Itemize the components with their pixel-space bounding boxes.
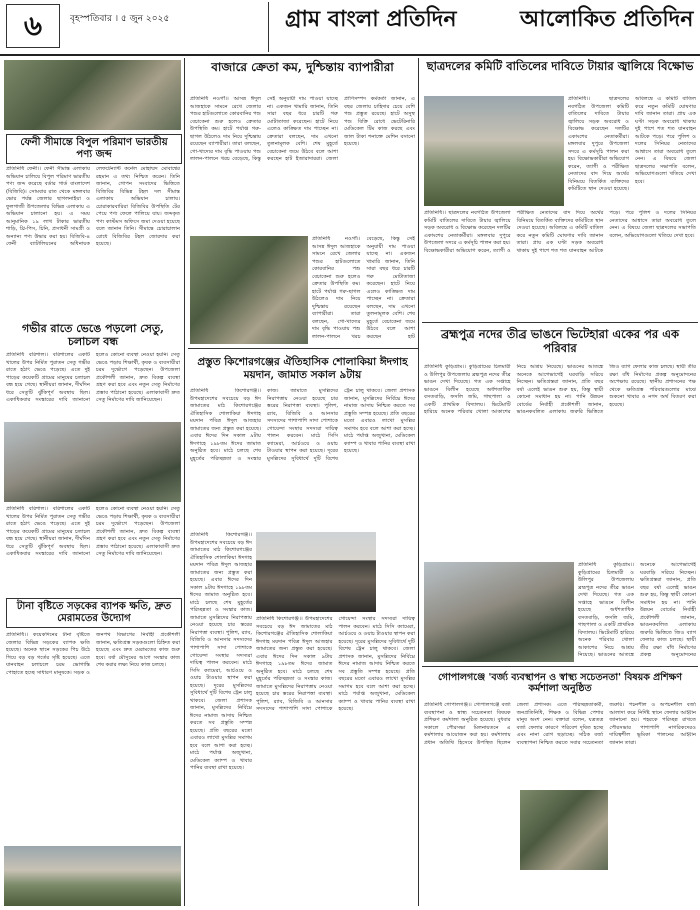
- bridge-body-top: প্রতিনিধি বরিশাল।। বরিশালের একটি খালের উপর নির্মিত পুরাতন সেতু গভীর রাতে হঠাৎ ভেঙে পড়েছে। এতে দুই পাড়ের কয়েকটি গ্রামের মানুষের চলাচল বন্ধ হয়ে গেছে। স্থানীয়রা জানান, দীর্ঘদিন ধরে সেতুটি ঝুঁকিপূর্ণ অবস্থায় ছিল। একাধিকবার সংস্কারের দাবি জানানো হলেও কোনো ব্যবস্থা নেওয়া হয়নি। সেতু ভেঙে পড়ায় শিক্ষার্থী, কৃষক ও ব্যবসায়ীরা চরম দুর্ভোগে পড়েছেন। উপজেলা প্রকৌশলী জানান, দ্রুত বিকল্প ব্যবস্থা গ্রহণ করা হবে এবং নতুন সেতু নির্মাণের প্রস্তাব পাঠানো হয়েছে। এলাকাবাসী দ্রুত সেতু নির্মাণের দাবি জানিয়েছেন।: [6, 352, 180, 404]
- brahmaputra-body: প্রতিনিধি কুড়িগ্রাম।। কুড়িগ্রামের চিলমারী ও উলিপুর উপজেলায় ব্রহ্মপুত্র নদের তীব্র ভাঙন দেখা দিয়েছে। গত এক সপ্তাহে ভাঙনে বিলীন হয়েছে অর্ধশতাধিক বসতবাড়ি, ফসলি জমি, গাছপালা ও একটি প্রাথমিক বিদ্যালয়। ভিটেমাটি হারিয়ে অনেক পরিবার খোলা আকাশের নিচে আশ্রয় নিয়েছে। ভাঙনের আতঙ্কে অনেকে আগেভাগেই ঘরবাড়ি সরিয়ে নিচ্ছেন। ক্ষতিগ্রস্তরা জানান, প্রতি বছর বর্ষা এলেই ভাঙন শুরু হয়, কিন্তু স্থায়ী কোনো সমাধান হয় না। পানি উন্নয়ন বোর্ডের নির্বাহী প্রকৌশলী জানান, ভাঙনকবলিত এলাকায় জরুরি ভিত্তিতে জিও ব্যাগ ফেলার কাজ চলছে। স্থায়ী তীর রক্ষা বাঁধ নির্মাণের প্রকল্প অনুমোদনের: [578, 562, 696, 659]
- section-rule: [188, 348, 418, 349]
- market-body-top: প্রতিনিধি নওগাঁ।। আসন্ন ঈদুল আজহাকে সামনে রেখে জেলার পশুর হাটগুলোতে কোরবানির পশু বেচাকেনা শুরু হলেও ক্রেতার উপস্থিতি কম। হাটে পর্যাপ্ত গরু-ছাগল উঠলেও দাম নিয়ে দুশ্চিন্তায় রয়েছেন ব্যাপারীরা। তারা বলছেন, গো-খাদ্যের দাম বৃদ্ধি পাওয়ায় পশু লালন-পালনে খরচ বেড়েছে, কিন্তু সেই অনুযায়ী দাম পাওয়া যাচ্ছে না। একজন খামারি জানান, তিনি সারা বছর ধরে চারটি গরু মোটাতাজা করেছেন। হাটে নিয়ে এলেও কাঙ্ক্ষিত দাম পাচ্ছেন না। ক্রেতারা বলছেন, দাম এখনো তুলনামূলক বেশি। শেষ মুহূর্তে বেচাকেনা জমে উঠবে বলে আশা করছেন হাট ইজারাদাররা। জেলা প্রাণিসম্পদ কর্মকর্তা জানান, এ বছর জেলায় চাহিদার চেয়ে বেশি পশু প্রস্তুত রয়েছে। হাটে অসুস্থ পশু বিক্রি রোধে ভেটেরিনারি মেডিকেল টিম কাজ করছে এবং জাল টাকা শনাক্তে মেশিন বসানো হয়েছে।: [190, 96, 415, 163]
- market-photo: [190, 236, 308, 344]
- feni-photo: [4, 60, 181, 130]
- bridge-body: প্রতিনিধি বরিশাল।। বরিশালের একটি খালের উপর নির্মিত পুরাতন সেতু গভীর রাতে হঠাৎ ভেঙে পড়েছে। এতে দুই পাড়ের কয়েকটি গ্রামের মানুষের চলাচল বন্ধ হয়ে গেছে। স্থানীয়রা জানান, দীর্ঘদিন ধরে সেতুটি ঝুঁকিপূর্ণ অবস্থায় ছিল। একাধিকবার সংস্কারের দাবি জানানো হলেও কোনো ব্যবস্থা নেওয়া হয়নি। সেতু ভেঙে পড়ায় শিক্ষার্থী, কৃষক ও ব্যবসায়ীরা চরম দুর্ভোগে পড়েছেন। উপজেলা প্রকৌশলী জানান, দ্রুত বিকল্প ব্যবস্থা গ্রহণ করা হবে এবং নতুন সেতু নির্মাণের প্রস্তাব পাঠানো হয়েছে। এলাকাবাসী দ্রুত সেতু নির্মাণের দাবি জানিয়েছেন।: [6, 506, 180, 558]
- eidgah-body-more: প্রতিনিধি কিশোরগঞ্জ।। উপমহাদেশের সবচেয়ে বড় ঈদ জামাতের মাঠ কিশোরগঞ্জের ঐতিহাসিক শোলাকিয়া ঈদগাহ ময়দান পবিত্র ঈদুল আজহার জামাতের জন্য প্রস্তুত করা হয়েছে। এবার ঈদের দিন সকাল ৯টায় ঈদগাহে ১৯৮তম ঈদের জামাত অনুষ্ঠিত হবে। মাঠে চলছে শেষ মুহূর্তের পরিচ্ছন্নতা ও সংস্কার কাজ। জামাতে মুসল্লিদের নিরাপত্তায় নেওয়া হয়েছে চার স্তরের নিরাপত্তা ব্যবস্থা। পুলিশ, র‍্যাব, বিজিবি ও আনসার সদস্যদের পাশাপাশি সাদা পোশাকে গোয়েন্দা সংস্থার সদস্যরা দায়িত্ব পালন করবেন। মাঠে সিসি ক্যামেরা, আর্চওয়ে ও ওয়াচ টাওয়ার স্থাপন করা হয়েছে। দূরের মুসল্লিদের সুবিধার্থে দুটি বিশেষ ট্রেন চালু থাকবে। জেলা প্রশাসক জানান, মুসল্লিদের নির্বিঘ্নে ঈদের নামাজ আদায় নিশ্চিত করতে সব প্রস্তুতি সম্পন্ন হয়েছে। প্রতি বছরের মতো এবারও লাখো মুসল্লির সমাগম হবে বলে আশা করা হচ্ছে। মাঠে পর্যাপ্ত অজুখানা, মেডিকেল ক্যাম্প ও খাবার পানির ব্যবস্থা রাখা হয়েছে।: [256, 616, 415, 713]
- students-body: প্রতিনিধি।। ছাত্রদলের নবগঠিত উপজেলা কমিটি বাতিলের দাবিতে টায়ার জ্বালিয়ে সড়ক অবরোধ ও বিক্ষোভ করেছেন দলটির একাংশের নেতাকর্মীরা। মঙ্গলবার দুপুরে উপজেলা সদরে এ কর্মসূচি পালন করা হয়। বিক্ষোভকারীরা অভিযোগ করেন, ত্যাগী ও পরীক্ষিত নেতাদের বাদ দিয়ে অর্থের বিনিময়ে বিতর্কিত ব্যক্তিদের কমিটিতে স্থান দেওয়া হয়েছে। অবিলম্বে এ কমিটি বাতিল করে নতুন কমিটি ঘোষণার দাবি জানান তারা। প্রায় এক ঘণ্টা সড়ক অবরোধ থাকায় দুই পাশে শত শত যানবাহন আটকে পড়ে। পরে পুলিশ ও দলের সিনিয়র নেতাদের আশ্বাসে তারা অবরোধ তুলে নেন। এ বিষয়ে জেলা ছাত্রদলের সভাপতি বলেন, অভিযোগগুলো খতিয়ে দেখা হবে।: [424, 210, 696, 254]
- market-body: প্রতিনিধি নওগাঁ।। আসন্ন ঈদুল আজহাকে সামনে রেখে জেলার পশুর হাটগুলোতে কোরবানির পশু বেচাকেনা শুরু হলেও ক্রেতার উপস্থিতি কম। হাটে পর্যাপ্ত গরু-ছাগল উঠলেও দাম নিয়ে দুশ্চিন্তায় রয়েছেন ব্যাপারীরা। তারা বলছেন, গো-খাদ্যের দাম বৃদ্ধি পাওয়ায় পশু লালন-পালনে খরচ বেড়েছে, কিন্তু সেই অনুযায়ী দাম পাওয়া যাচ্ছে না। একজন খামারি জানান, তিনি সারা বছর ধরে চারটি গরু মোটাতাজা করেছেন। হাটে নিয়ে এলেও কাঙ্ক্ষিত দাম পাচ্ছেন না। ক্রেতারা বলছেন, দাম এখনো তুলনামূলক বেশি। শেষ মুহূর্তে বেচাকেনা জমে উঠবে বলে আশা করছেন হাট: [312, 236, 415, 340]
- students-photo: [424, 96, 564, 206]
- eidgah-body: প্রতিনিধি কিশোরগঞ্জ।। উপমহাদেশের সবচেয়ে বড় ঈদ জামাতের মাঠ কিশোরগঞ্জের ঐতিহাসিক শোলাকিয়া ঈদগাহ ময়দান পবিত্র ঈদুল আজহার জামাতের জন্য প্রস্তুত করা হয়েছে। এবার ঈদের দিন সকাল ৯টায় ঈদগাহে ১৯৮তম ঈদের জামাত অনুষ্ঠিত হবে। মাঠে চলছে শেষ মুহূর্তের পরিচ্ছন্নতা ও সংস্কার কাজ। জামাতে মুসল্লিদের নিরাপত্তায় নেওয়া হয়েছে চার স্তরের নিরাপত্তা ব্যবস্থা। পুলিশ, র‍্যাব, বিজিবি ও আনসার সদস্যদের পাশাপাশি সাদা পোশাকে গোয়েন্দা সংস্থার সদস্যরা দায়িত্ব পালন করবেন। মাঠে সিসি ক্যামেরা, আর্চওয়ে ও ওয়াচ টাওয়ার স্থাপন করা হয়েছে। দূরের মুসল্লিদের সুবিধার্থে দুটি বিশেষ ট্রেন চালু থাকবে। জেলা প্রশাসক জানান, মুসল্লিদের নির্বিঘ্নে ঈদের নামাজ আদায় নিশ্চিত করতে সব প্রস্তুতি সম্পন্ন হয়েছে। প্রতি বছরের মতো এবারও লাখো মুসল্লির সমাগম হবে বলে আশা করা হচ্ছে। মাঠে পর্যাপ্ত অজুখানা, মেডিকেল ক্যাম্প ও খাবার পানির ব্যবস্থা রাখা হয়েছে।: [190, 532, 252, 772]
- brahmaputra-body-top: প্রতিনিধি কুড়িগ্রাম।। কুড়িগ্রামের চিলমারী ও উলিপুর উপজেলায় ব্রহ্মপুত্র নদের তীব্র ভাঙন দেখা দিয়েছে। গত এক সপ্তাহে ভাঙনে বিলীন হয়েছে অর্ধশতাধিক বসতবাড়ি, ফসলি জমি, গাছপালা ও একটি প্রাথমিক বিদ্যালয়। ভিটেমাটি হারিয়ে অনেক পরিবার খোলা আকাশের নিচে আশ্রয় নিয়েছে। ভাঙনের আতঙ্কে অনেকে আগেভাগেই ঘরবাড়ি সরিয়ে নিচ্ছেন। ক্ষতিগ্রস্তরা জানান, প্রতি বছর বর্ষা এলেই ভাঙন শুরু হয়, কিন্তু স্থায়ী কোনো সমাধান হয় না। পানি উন্নয়ন বোর্ডের নির্বাহী প্রকৌশলী জানান, ভাঙনকবলিত এলাকায় জরুরি ভিত্তিতে জিও ব্যাগ ফেলার কাজ চলছে। স্থায়ী তীর রক্ষা বাঁধ নির্মাণের প্রকল্প অনুমোদনের অপেক্ষায় রয়েছে। স্থানীয় প্রশাসনের পক্ষ থেকে ক্ষতিগ্রস্ত পরিবারগুলোর মাঝে শুকনো খাবার ও নগদ অর্থ বিতরণ করা হয়েছে।: [424, 364, 696, 416]
- paper-title: গ্রাম বাংলা প্রতিদিন: [285, 6, 457, 32]
- feni-headline: ফেনী সীমান্তে বিপুল পরিমাণ ভারতীয় পণ্য জব্দ: [6, 134, 182, 164]
- bridge-headline: গভীর রাতে ভেঙে পড়লো সেতু, চলাচল বন্ধ: [22, 322, 164, 349]
- section-rule-2: [422, 322, 698, 323]
- rain-photo: [4, 846, 181, 906]
- gopalganj-photo: [520, 790, 608, 870]
- brahmaputra-headline: ব্রহ্মপুত্র নদের তীব্র ভাঙনে ভিটেহারা একের পর এক পরিবার: [440, 327, 680, 355]
- eidgah-body-top: প্রতিনিধি কিশোরগঞ্জ।। উপমহাদেশের সবচেয়ে বড় ঈদ জামাতের মাঠ কিশোরগঞ্জের ঐতিহাসিক শোলাকিয়া ঈদগাহ ময়দান পবিত্র ঈদুল আজহার জামাতের জন্য প্রস্তুত করা হয়েছে। এবার ঈদের দিন সকাল ৯টায় ঈদগাহে ১৯৮তম ঈদের জামাত অনুষ্ঠিত হবে। মাঠে চলছে শেষ মুহূর্তের পরিচ্ছন্নতা ও সংস্কার কাজ। জামাতে মুসল্লিদের নিরাপত্তায় নেওয়া হয়েছে চার স্তরের নিরাপত্তা ব্যবস্থা। পুলিশ, র‍্যাব, বিজিবি ও আনসার সদস্যদের পাশাপাশি সাদা পোশাকে গোয়েন্দা সংস্থার সদস্যরা দায়িত্ব পালন করবেন। মাঠে সিসি ক্যামেরা, আর্চওয়ে ও ওয়াচ টাওয়ার স্থাপন করা হয়েছে। দূরের মুসল্লিদের সুবিধার্থে দুটি বিশেষ ট্রেন চালু থাকবে। জেলা প্রশাসক জানান, মুসল্লিদের নির্বিঘ্নে ঈদের নামাজ আদায় নিশ্চিত করতে সব প্রস্তুতি সম্পন্ন হয়েছে। প্রতি বছরের মতো এবারও লাখো মুসল্লির সমাগম হবে বলে আশা করা হচ্ছে। মাঠে পর্যাপ্ত অজুখানা, মেডিকেল ক্যাম্প ও খাবার পানির ব্যবস্থা রাখা হয়েছে।: [190, 388, 415, 462]
- gopalganj-body-top: প্রতিনিধি গোপালগঞ্জ।। গোপালগঞ্জে বর্জ্য ব্যবস্থাপনা ও স্বাস্থ্য সচেতনতা বিষয়ক প্রশিক্ষণ কর্মশালা অনুষ্ঠিত হয়েছে। বুধবার সকালে পৌরসভা মিলনায়তনে এ কর্মশালার আয়োজন করা হয়। কর্মশালায় প্রধান অতিথি হিসেবে উপস্থিত ছিলেন জেলা প্রশাসক। এতে পরিচ্ছন্নতাকর্মী, জনপ্রতিনিধি, শিক্ষক ও বিভিন্ন পেশার মানুষ অংশ নেন। বক্তারা বলেন, যত্রতত্র বর্জ্য ফেলার কারণে পরিবেশ দূষিত হচ্ছে এবং নানা রোগ ছড়াচ্ছে। সঠিক বর্জ্য ব্যবস্থাপনা নিশ্চিত করতে সবার সচেতনতা জরুরি। পচনশীল ও অপচনশীল বর্জ্য আলাদা করে নির্দিষ্ট স্থানে ফেলার আহ্বান জানানো হয়। শহরকে পরিচ্ছন্ন রাখতে পৌরসভার পাশাপাশি নাগরিকদেরও দায়িত্বশীল ভূমিকা পালনের আহ্বান জানান তারা।: [424, 702, 696, 746]
- masthead-divider: [268, 2, 269, 52]
- eidgah-photo: [256, 532, 376, 612]
- students-body-top: প্রতিনিধি।। ছাত্রদলের নবগঠিত উপজেলা কমিটি বাতিলের দাবিতে টায়ার জ্বালিয়ে সড়ক অবরোধ ও বিক্ষোভ করেছেন দলটির একাংশের নেতাকর্মীরা। মঙ্গলবার দুপুরে উপজেলা সদরে এ কর্মসূচি পালন করা হয়। বিক্ষোভকারীরা অভিযোগ করেন, ত্যাগী ও পরীক্ষিত নেতাদের বাদ দিয়ে অর্থের বিনিময়ে বিতর্কিত ব্যক্তিদের কমিটিতে স্থান দেওয়া হয়েছে। অবিলম্বে এ কমিটি বাতিল করে নতুন কমিটি ঘোষণার দাবি জানান তারা। প্রায় এক ঘণ্টা সড়ক অবরোধ থাকায় দুই পাশে শত শত যানবাহন আটকে পড়ে। পরে পুলিশ ও দলের সিনিয়র নেতাদের আশ্বাসে তারা অবরোধ তুলে নেন। এ বিষয়ে জেলা ছাত্রদলের সভাপতি বলেন, অভিযোগগুলো খতিয়ে দেখা হবে।: [568, 96, 696, 193]
- column-rule-2: [418, 58, 419, 906]
- bridge-photo: [4, 422, 181, 502]
- page-number: ৬: [6, 4, 60, 48]
- issue-date: বৃহস্পতিবার । ৫ জুন ২০২৫: [70, 14, 170, 24]
- paper-title-secondary: আলোকিত প্রতিদিন: [520, 6, 694, 32]
- section-rule-3: [422, 666, 698, 667]
- eidgah-headline: প্রস্তুত কিশোরগঞ্জের ঐতিহাসিক শোলাকিয়া ঈদগাহ ময়দান, জামাত সকাল ৯টায়: [197, 356, 408, 381]
- market-headline: বাজারে ক্রেতা কম, দুশ্চিন্তায় ব্যাপারীরা: [211, 60, 394, 74]
- brahmaputra-photo: [424, 562, 574, 662]
- column-rule: [184, 58, 185, 906]
- masthead: [0, 0, 700, 56]
- gopalganj-headline: গোপালগঞ্জে 'বর্জ্য ব্যবস্থাপন ও স্বাস্থ্য সচেতনতা' বিষয়ক প্রশিক্ষণ কর্মশালা অনুষ্ঠিত: [437, 672, 683, 695]
- rain-body: প্রতিনিধি।। কয়েকদিনের টানা বৃষ্টিতে জেলার বিভিন্ন সড়কের ব্যাপক ক্ষতি হয়েছে। অনেক স্থানে সড়কের পিচ উঠে গিয়ে বড় বড় গর্তের সৃষ্টি হয়েছে। এতে যানবাহন চলাচলে চরম ভোগান্তি পোহাতে হচ্ছে সাধারণ মানুষকে। সড়ক ও জনপথ বিভাগের নির্বাহী প্রকৌশলী জানান, ক্ষতিগ্রস্ত সড়কগুলো চিহ্নিত করা হয়েছে এবং দ্রুত মেরামতের কাজ শুরু হবে। বর্ষা মৌসুমের আগে সংস্কার কাজ শেষ করার লক্ষ্য নিয়ে কাজ চলছে।: [6, 632, 180, 676]
- feni-body: প্রতিনিধি ফেনী।। ফেনী সীমান্ত এলাকায় অভিযান চালিয়ে বিপুল পরিমাণ ভারতীয় পণ্য জব্দ করেছে বর্ডার গার্ড বাংলাদেশ (বিজিবি)। সোমবার রাত থেকে মঙ্গলবার ভোর পর্যন্ত জেলার ছাগলনাইয়া ও ফুলগাজী উপজেলার বিভিন্ন এলাকায় এ অভিযান চালানো হয়। এ সময় আনুমানিক ১৯ লাখ টাকার ভারতীয় শাড়ি, থ্রি-পিস, চিনি, প্রসাধনী সামগ্রী ও অন্যান্য পণ্য উদ্ধার করা হয়। বিজিবি-৪ ফেনী ব্যাটালিয়নের অধিনায়ক লেফটেন্যান্ট কর্নেল মোহাম্মদ মোবাশ্বের রহমান এ তথ্য নিশ্চিত করেন। তিনি জানান, গোপন সংবাদের ভিত্তিতে বিজিবির বিভিন্ন টহল দল সীমান্ত এলাকায় অভিযান চালায়। চোরাকারবারিরা বিজিবির উপস্থিতি টের পেয়ে পণ্য ফেলে পালিয়ে যায়। জব্দকৃত পণ্য কাস্টমস অফিসে জমা দেওয়া হয়েছে বলে জানান তিনি। সীমান্তে চোরাচালান রোধে বিজিবির টহল জোরদার করা হয়েছে।: [6, 166, 180, 248]
- rain-headline: টানা বৃষ্টিতে সড়কের ব্যাপক ক্ষতি, দ্রুত মেরামতের উদ্যোগ: [6, 598, 182, 628]
- students-headline: ছাত্রদলের কমিটি বাতিলের দাবিতে টায়ার জ্বালিয়ে বিক্ষোভ: [426, 59, 694, 73]
